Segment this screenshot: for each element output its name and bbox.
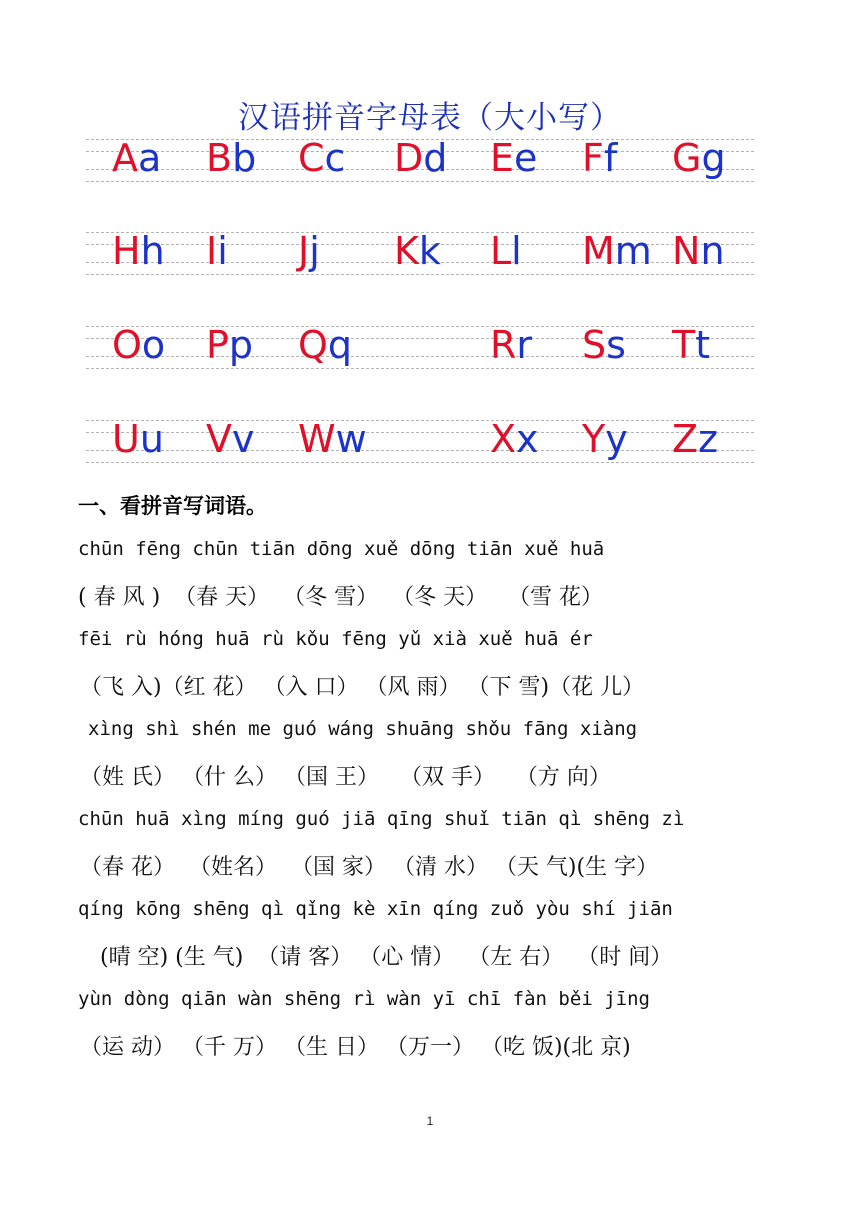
letter-pair [490, 228, 522, 274]
lowercase-letter: a [138, 136, 162, 180]
lowercase-letter: f [603, 136, 618, 180]
lowercase-letter: r [516, 323, 533, 367]
uppercase-letter: T [672, 323, 696, 367]
guide-line [86, 432, 754, 433]
guide-line [86, 356, 754, 357]
uppercase-letter: Q [298, 323, 328, 367]
uppercase-letter: I [206, 229, 218, 273]
lowercase-letter: v [232, 417, 255, 461]
uppercase-letter: S [582, 323, 607, 367]
letter-pair [206, 228, 228, 274]
uppercase-letter: J [298, 229, 310, 273]
uppercase-letter: U [112, 417, 140, 461]
uppercase-letter: F [582, 136, 604, 180]
lowercase-letter: h [140, 229, 165, 273]
letter-pair [112, 322, 165, 368]
lowercase-letter: t [695, 323, 711, 367]
letter-pair [112, 416, 164, 462]
letter-pair [582, 416, 628, 462]
lowercase-letter: i [217, 229, 228, 273]
lowercase-letter: w [335, 417, 367, 461]
letter-pair [672, 228, 725, 274]
lowercase-letter: m [614, 229, 652, 273]
guide-line [86, 368, 754, 369]
hanzi-line: （运 动） （千 万） （生 日） （万一） （吃 饭)(北 京) [80, 1035, 631, 1060]
uppercase-letter: Y [582, 417, 606, 461]
lowercase-letter: d [423, 136, 448, 180]
guide-line [86, 274, 754, 275]
guide-line [86, 181, 754, 182]
alphabet-row [86, 416, 754, 468]
uppercase-letter: C [298, 136, 325, 180]
hanzi-line: （姓 氏） （什 么） （国 王） （双 手） （方 向） [80, 765, 611, 790]
guide-line [86, 326, 754, 327]
lowercase-letter: g [701, 136, 726, 180]
lowercase-letter: z [698, 417, 718, 461]
alphabet-row [86, 322, 754, 374]
lowercase-letter: x [516, 417, 539, 461]
uppercase-letter: R [490, 323, 517, 367]
letter-pair [298, 135, 345, 181]
page-number: 1 [426, 1114, 434, 1128]
hanzi-line: （春 花） （姓名） （国 家） （清 水） （天 气)(生 字） [80, 855, 659, 880]
guide-line [86, 338, 754, 339]
uppercase-letter: X [490, 417, 517, 461]
letter-pair [112, 228, 165, 274]
uppercase-letter: K [394, 229, 419, 273]
uppercase-letter: Z [672, 417, 699, 461]
uppercase-letter: D [394, 136, 424, 180]
lowercase-letter: p [228, 323, 254, 367]
letter-pair [582, 135, 617, 181]
lowercase-letter: y [605, 417, 628, 461]
uppercase-letter: M [582, 229, 615, 273]
letter-pair [206, 322, 253, 368]
lowercase-letter: u [139, 417, 164, 461]
uppercase-letter: H [112, 229, 141, 273]
letter-pair [490, 135, 537, 181]
uppercase-letter: V [206, 417, 232, 461]
letter-pair [582, 228, 652, 274]
pinyin-line: chūn huā xìng míng guó jiā qīng shuǐ tiān qì shēng zì [78, 808, 685, 830]
uppercase-letter: L [490, 229, 512, 273]
uppercase-letter: B [206, 136, 233, 180]
lowercase-letter: q [327, 323, 353, 367]
letter-pair [298, 322, 352, 368]
letter-pair [490, 416, 539, 462]
lowercase-letter: k [418, 229, 441, 273]
lowercase-letter: b [232, 136, 257, 180]
lowercase-letter: j [309, 229, 320, 273]
lowercase-letter: l [511, 229, 522, 273]
letter-pair [672, 322, 710, 368]
lowercase-letter: s [606, 323, 626, 367]
pinyin-line: xìng shì shén me guó wáng shuāng shǒu fāng xiàng [88, 718, 638, 740]
uppercase-letter: A [112, 136, 138, 180]
uppercase-letter: W [298, 417, 336, 461]
lowercase-letter: n [700, 229, 725, 273]
letter-pair [394, 135, 447, 181]
letter-pair [672, 416, 718, 462]
hanzi-line: （飞 入)（红 花） （入 口） （风 雨） （下 雪)（花 儿） [80, 675, 645, 700]
alphabet-row [86, 228, 754, 280]
letter-pair [298, 416, 367, 462]
uppercase-letter: G [672, 136, 702, 180]
letter-pair [394, 228, 441, 274]
uppercase-letter: P [206, 323, 229, 367]
lowercase-letter: e [514, 136, 538, 180]
letter-pair [582, 322, 626, 368]
letter-pair [206, 135, 256, 181]
letter-pair [206, 416, 255, 462]
guide-line [86, 462, 754, 463]
alphabet-chart-title: 汉语拼音字母表（大小写） [238, 100, 622, 136]
pinyin-line: yùn dòng qiān wàn shēng rì wàn yī chī fàn běi jīng [78, 988, 650, 1010]
lowercase-letter: o [141, 323, 166, 367]
letter-pair [112, 135, 161, 181]
letter-pair [298, 228, 320, 274]
uppercase-letter: E [490, 136, 515, 180]
exercise-heading: 一、看拼音写词语。 [78, 494, 267, 518]
uppercase-letter: N [672, 229, 701, 273]
hanzi-line: (晴 空) (生 气) （请 客） （心 情） （左 右） （时 间） [100, 945, 673, 970]
pinyin-line: qíng kōng shēng qì qǐng kè xīn qíng zuǒ yòu shí jiān [78, 898, 673, 920]
guide-line [86, 450, 754, 451]
lowercase-letter: c [324, 136, 346, 180]
alphabet-row [86, 135, 754, 187]
pinyin-line: chūn fēng chūn tiān dōng xuě dōng tiān xuě huā [78, 538, 605, 560]
letter-pair [490, 322, 532, 368]
hanzi-line: ( 春 风 ) （春 天） （冬 雪） （冬 天） （雪 花） [78, 585, 604, 610]
letter-pair [672, 135, 726, 181]
pinyin-line: fēi rù hóng huā rù kǒu fēng yǔ xià xuě huā ér [78, 628, 593, 650]
guide-line [86, 420, 754, 421]
uppercase-letter: O [112, 323, 142, 367]
